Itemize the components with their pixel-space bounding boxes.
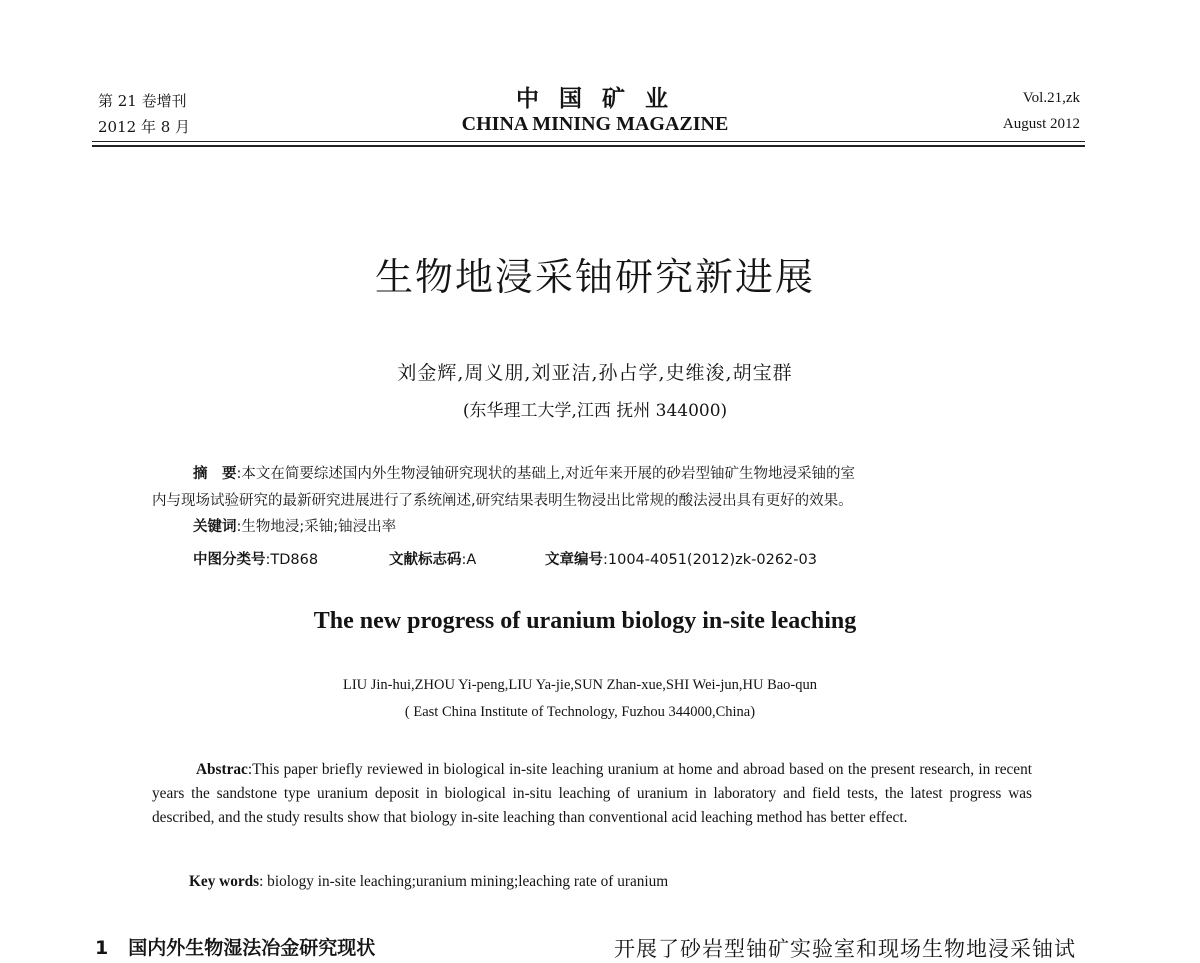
header-volume-cn: 第 21 卷增刊 xyxy=(98,92,187,110)
doc-code-value: :A xyxy=(461,552,477,568)
authors-cn: 刘金辉,周义朋,刘亚洁,孙占学,史维浚,胡宝群 xyxy=(397,362,793,384)
abstract-cn-label: 摘 要 xyxy=(193,466,237,482)
section-1-number: 1 xyxy=(95,937,109,959)
journal-title-en: CHINA MINING MAGAZINE xyxy=(461,113,729,135)
paper-title-cn: 生物地浸采铀研究新进展 xyxy=(374,255,815,299)
affiliation-cn: (东华理工大学,江西 抚州 344000) xyxy=(462,401,728,421)
abstract-cn-text1: :本文在简要综述国内外生物浸铀研究现状的基础上,对近年来开展的砂岩型铀矿生物地浸采铀的室 xyxy=(236,466,855,482)
clc-value: :TD868 xyxy=(265,552,319,568)
keywords-cn-label: 关键词 xyxy=(193,519,237,535)
affiliation-en: ( East China Institute of Technology, Fuzhou 344000,China) xyxy=(404,704,756,720)
body-text-right-column: 开展了砂岩型铀矿实验室和现场生物地浸采铀试 xyxy=(614,937,1076,961)
header-date-en: August 2012 xyxy=(1002,116,1080,132)
header-volume-en: Vol.21,zk xyxy=(1022,90,1080,106)
classification-article xyxy=(545,548,817,569)
keywords-en xyxy=(189,873,668,891)
abstract-cn-line2: 内与现场试验研究的最新研究进展进行了系统阐述,研究结果表明生物浸出比常规的酸法浸出具有更好的效果。 xyxy=(152,493,853,509)
abstract-cn-line1 xyxy=(193,462,855,483)
section-1-heading xyxy=(95,933,375,960)
classification-clc xyxy=(193,548,318,569)
doc-code-label: 文献标志码 xyxy=(389,552,462,568)
keywords-en-label: Key words xyxy=(189,873,260,890)
abstract-en-label: Abstrac xyxy=(196,761,248,778)
keywords-cn xyxy=(193,515,396,536)
header-rule-top xyxy=(92,141,1085,142)
clc-label: 中图分类号 xyxy=(193,552,266,568)
section-1-title: 国内外生物湿法冶金研究现状 xyxy=(128,937,376,959)
article-number-value: :1004-4051(2012)zk-0262-03 xyxy=(603,552,817,568)
classification-doc xyxy=(389,548,476,569)
header-rule-bottom xyxy=(92,145,1085,147)
keywords-en-text: : biology in-site leaching;uranium mining;leaching rate of uranium xyxy=(259,873,669,890)
keywords-cn-text: :生物地浸;采铀;铀浸出率 xyxy=(236,519,397,535)
abstract-en xyxy=(152,758,1032,830)
header-date-cn: 2012 年 8 月 xyxy=(98,118,191,136)
article-number-label: 文章编号 xyxy=(545,552,603,568)
journal-title-cn: 中 国 矿 业 xyxy=(515,85,675,112)
paper-title-en: The new progress of uranium biology in-site leaching xyxy=(313,608,857,634)
authors-en: LIU Jin-hui,ZHOU Yi-peng,LIU Ya-jie,SUN Zhan-xue,SHI Wei-jun,HU Bao-qun xyxy=(342,677,818,693)
abstract-en-text: :This paper briefly reviewed in biological in-site leaching uranium at home and abroad based on the present research, in recent years the sandstone type uranium deposit in biological in-situ leaching of uranium in laboratory and field tests, the latest progress was described, and the study results show that biology in-site leaching than conventional acid leaching method has better effect. xyxy=(152,761,1032,826)
